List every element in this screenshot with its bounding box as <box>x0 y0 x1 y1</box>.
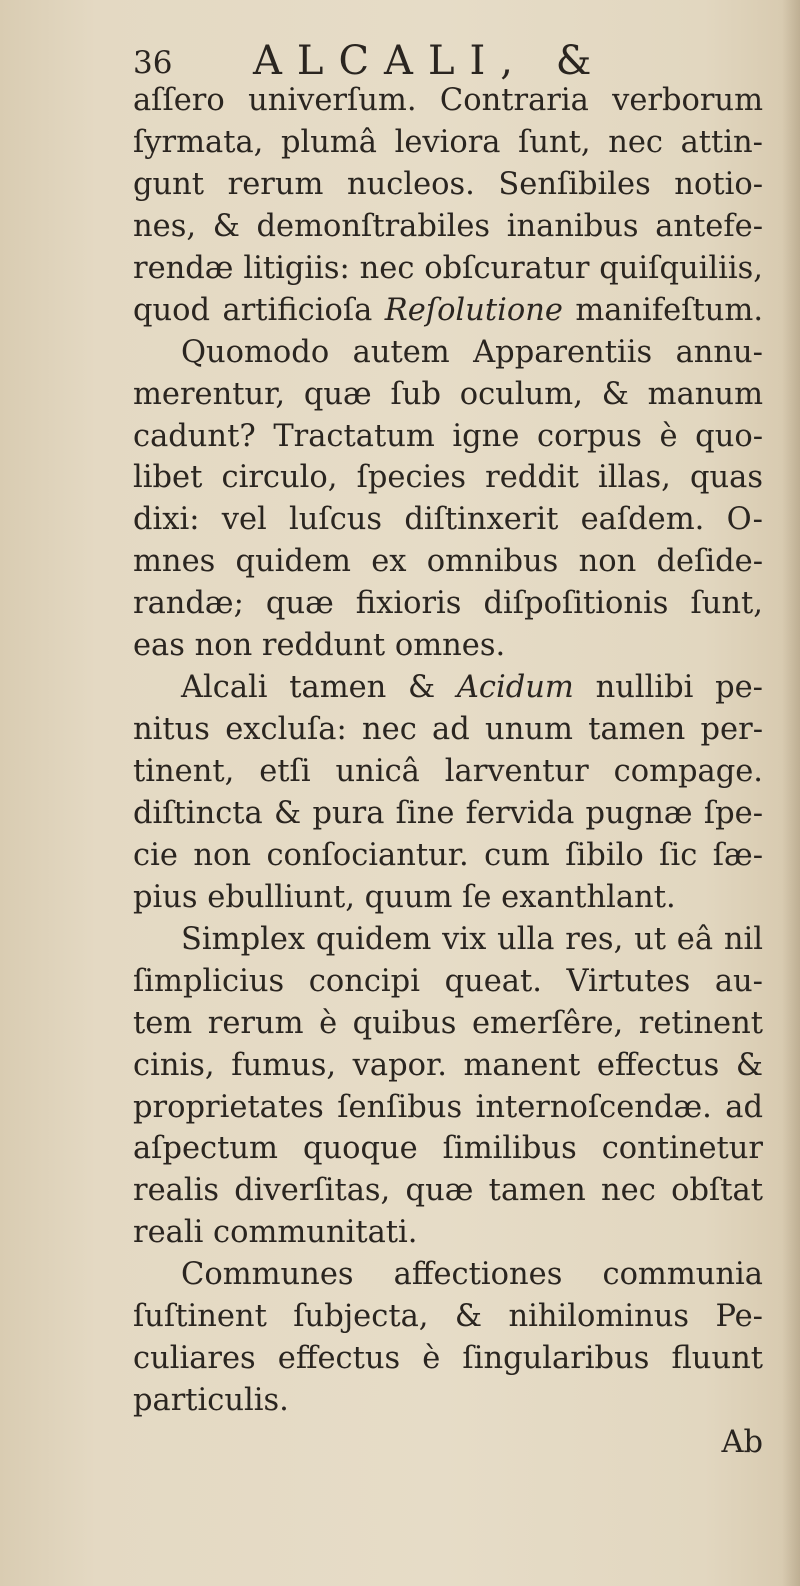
text-line: mnes quidem ex omnibus non deſide- <box>133 544 763 580</box>
text-line: libet circulo, ſpecies reddit illas, quas <box>133 460 763 496</box>
text-line: rendæ litigiis: nec obſcuratur quiſquiliis, <box>133 250 763 286</box>
text-line: ſimplicius concipi queat. Virtutes au- <box>133 963 763 999</box>
paragraph-first-line: Simplex quidem vix ulla res, ut eâ nil <box>181 921 763 957</box>
catchword: Ab <box>721 1425 763 1460</box>
text-line: culiares effectus è ſingularibus fluunt <box>133 1341 763 1377</box>
text-line: tem rerum è quibus emerſêre, retinent <box>133 1005 763 1041</box>
paragraph-last-line: particulis. <box>133 1383 289 1419</box>
paragraph-first-line: Alcali tamen & Acidum nullibi pe- <box>181 670 763 706</box>
text-line: cinis, fumus, vapor. manent effectus & <box>133 1047 763 1083</box>
text-line: nitus excluſa: nec ad unum tamen per- <box>133 712 763 748</box>
text-line: aſſero univerſum. Contraria verborum <box>133 83 763 118</box>
paragraph-first-line: Communes affectiones communia <box>181 1257 763 1293</box>
text-line: nes, & demonſtrabiles inanibus antefe- <box>133 208 763 244</box>
text-line: cadunt? Tractatum igne corpus è quo- <box>133 418 763 454</box>
text-line: tinent, etſi unicâ larventur compage. <box>133 754 763 789</box>
text-line: ſuſtinent ſubjecta, & nihilominus Pe- <box>133 1299 763 1335</box>
text-line: aſpectum quoque ſimilibus continetur <box>133 1131 763 1167</box>
text-line: diſtincta & pura ſine fervida pugnæ ſpe- <box>133 795 763 831</box>
paragraph-last-line: eas non reddunt omnes. <box>133 628 506 664</box>
running-head: ALCALI, & <box>253 38 607 84</box>
text-line: dixi: vel luſcus diſtinxerit eaſdem. O- <box>133 502 763 538</box>
page-edge-shadow <box>782 0 800 1586</box>
text-line: ſyrmata, plumâ leviora ſunt, nec attin- <box>133 124 763 160</box>
italic-word: Acidum <box>456 670 574 706</box>
text-line: quod artificioſa Reſolutione manifeſtum. <box>133 292 764 328</box>
text-line: proprietates ſenſibus internoſcendæ. ad <box>133 1089 763 1125</box>
text-line: merentur, quæ ſub oculum, & manum <box>133 376 763 412</box>
page-header <box>133 36 740 86</box>
paragraph-last-line: pius ebulliunt, quum ſe exanthlant. <box>133 879 676 915</box>
text-line: cie non conſociantur. cum ſibilo ſic ſæ- <box>133 837 763 873</box>
text-line: randæ; quæ fixioris diſpoſitionis ſunt, <box>133 586 763 622</box>
italic-word: Reſolutione <box>384 292 563 328</box>
body-text <box>133 80 763 1464</box>
paragraph-last-line: reali communitati. <box>133 1215 418 1251</box>
paragraph-first-line: Quomodo autem Apparentiis annu- <box>181 334 763 370</box>
text-line: gunt rerum nucleos. Senſibiles notio- <box>133 166 763 202</box>
text-line: realis diverſitas, quæ tamen nec obſtat <box>133 1173 763 1209</box>
page-number: 36 <box>133 45 173 81</box>
